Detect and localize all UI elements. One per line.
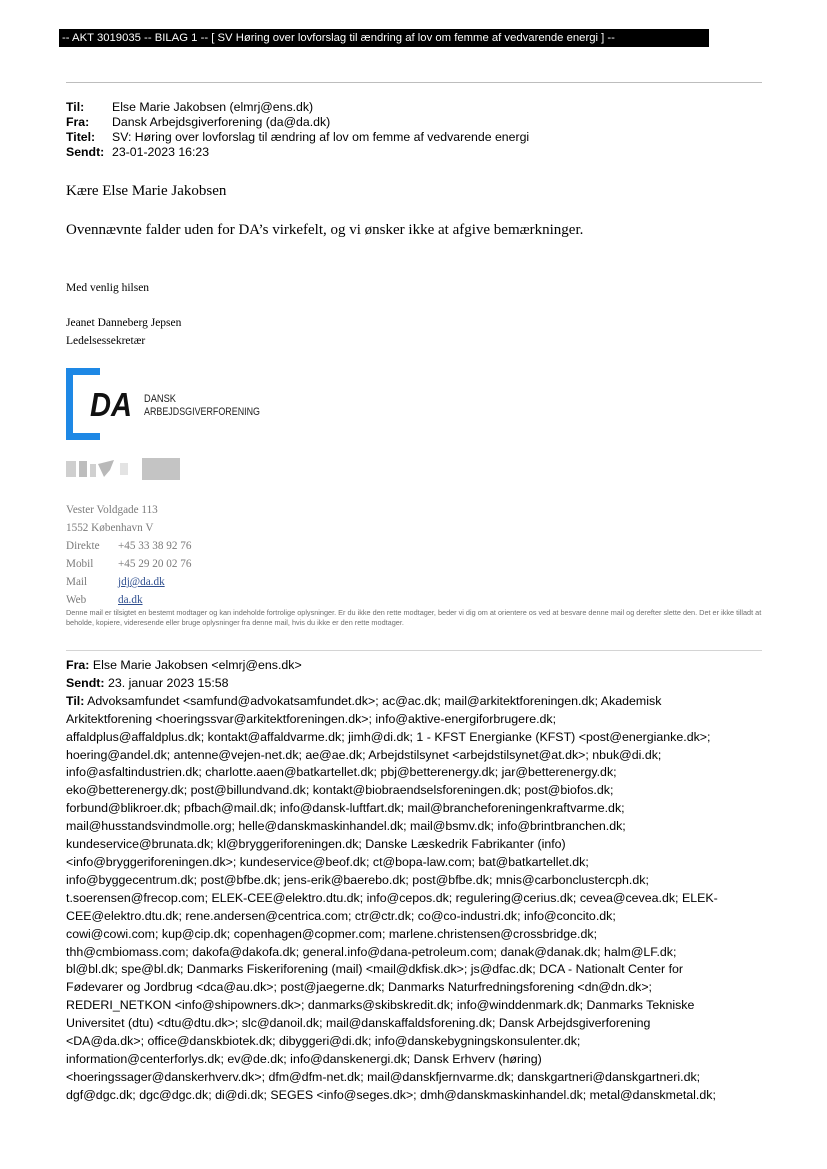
signer-title: Ledelsessekretær <box>66 335 146 347</box>
mail-label: Mail <box>66 576 88 588</box>
to-label: Til: <box>66 100 85 114</box>
title-label: Titel: <box>66 130 96 144</box>
header-divider <box>66 82 762 83</box>
web-link[interactable]: da.dk <box>118 594 143 606</box>
original-divider <box>66 650 762 651</box>
to-value: Else Marie Jakobsen (elmrj@ens.dk) <box>112 100 314 114</box>
city: 1552 København V <box>66 522 154 534</box>
logo-line1: DANSK <box>144 393 177 405</box>
da-logo <box>66 368 276 440</box>
header-title-row <box>66 130 529 145</box>
header-from-row <box>66 115 529 130</box>
orig-to-label: Til: <box>66 693 85 708</box>
sent-value: 23-01-2023 16:23 <box>112 145 210 159</box>
document-banner: -- AKT 3019035 -- BILAG 1 -- [ SV Høring over lovforslag til ændring af lov om femme af vedvarende energi ] -- <box>59 29 709 47</box>
social-icons[interactable] <box>66 458 181 480</box>
orig-from-label: Fra: <box>66 658 90 672</box>
orig-sent-value: 23. januar 2023 15:58 <box>108 675 229 690</box>
direkte-label: Direkte <box>66 540 100 552</box>
signer-name: Jeanet Danneberg Jepsen <box>66 317 182 329</box>
original-message <box>66 657 762 1105</box>
orig-sent-label: Sendt: <box>66 675 105 690</box>
disclaimer: Denne mail er tilsigtet en bestemt modtager og kan indeholde fortrolige oplysninger. Er du ikke den rette modtager, beder vi dig om at orientere os ved at besvare denne mail og derefter slette den. Det er ikke tilladt at beholde, kopiere, videresende eller bruge oplysninger fra denne mail, hvis du ikke er den rette modtager. <box>66 608 762 627</box>
direkte-phone: +45 33 38 92 76 <box>118 540 192 552</box>
orig-from-value: Else Marie Jakobsen <elmrj@ens.dk> <box>92 658 302 672</box>
logo-line2: ARBEJDSGIVERFORENING <box>144 406 260 418</box>
mail-link[interactable]: jdj@da.dk <box>118 576 165 588</box>
from-label: Fra: <box>66 115 90 129</box>
header-sent-row <box>66 145 529 160</box>
from-value: Dansk Arbejdsgiverforening (da@da.dk) <box>112 115 331 129</box>
email-header <box>66 100 529 160</box>
closing: Med venlig hilsen <box>66 282 150 294</box>
greeting: Kære Else Marie Jakobsen <box>66 183 227 199</box>
logo-mark: DA <box>90 386 132 423</box>
mobil-label: Mobil <box>66 558 94 570</box>
mobil-phone: +45 29 20 02 76 <box>118 558 192 570</box>
orig-to-first: Advoksamfundet <samfund@advokatsamfundet.dk>; ac@ac.dk; mail@arkitektforeningen.dk; Akademisk <box>87 693 662 708</box>
orig-recipient-list: Arkitektforening <hoeringssvar@arkitektforeningen.dk>; info@aktive-energiforbrugere.dk; affaldplus@affaldplus.dk; kontakt@affaldvarme.dk; jimh@di.dk; 1 - KFST Energianke (KFST) <post@energianke.dk>; hoering@andel.dk; antenne@vejen-net.dk; ae@ae.dk; Arbejdstilsynet <arbejdstilsynet@at.dk>; nbuk@di.dk; info@asfaltindustrien.dk; charlotte.aaen@batkartellet.dk; pbj@betterenergy.dk; jar@betterenergy.dk; eko@betterenergy.dk; post@billundvand.dk; kontakt@biobraendselsforeningen.dk; post@biofos.dk; forbund@blikroer.dk; pfbach@mail.dk; info@dansk-luftfart.dk; mail@brancheforeningenkraftvarme.dk; mail@husstandsvindmolle.org; helle@danskmaskinhandel.dk; mail@bsmv.dk; info@brintbranchen.dk; kundeservice@brunata.dk; kl@bryggeriforeningen.dk; Danske Læskedrik Fabrikanter (info) <info@bryggeriforeningen.dk>; kundeservice@beof.dk; ct@bopa-law.com; bat@batkartellet.dk; info@byggecentrum.dk; post@bfbe.dk; jens-erik@baerebo.dk; post@bfbe.dk; mnis@carbonclustercph.dk; t.soerensen@frecop.com; ELEK-CEE@elektro.dtu.dk; info@cepos.dk; regulering@cerius.dk; cevea@cevea.dk; ELEK- CEE@elektro.dtu.dk; rene.andersen@centrica.com; ctr@ctr.dk; co@co-industri.dk; info@concito.dk; cowi@cowi.com; kup@cip.dk; copenhagen@copmer.com; marlene.christensen@crossbridge.dk; thh@cmbiomass.com; dakofa@dakofa.dk; general.info@dana-petroleum.com; danak@danak.dk; halm@LF.dk; bl@bl.dk; spe@bl.dk; Danmarks Fiskeriforening (mail) <mail@dkfisk.dk>; js@dfac.dk; DCA - Nationalt Center for Fødevarer og Jordbrug <dca@au.dk>; post@jaegerne.dk; Danmarks Naturfredningsforening <dn@dn.dk>; REDERI_NETKON <info@shipowners.dk>; danmarks@skibskredit.dk; info@winddenmark.dk; Danmarks Tekniske Universitet (dtu) <dtu@dtu.dk>; slc@danoil.dk; mail@danskaffaldsforening.dk; Dansk Arbejdsgiverforening <DA@da.dk>; office@danskbiotek.dk; dibyggeri@di.dk; info@danskebygningskonsulenter.dk; information@centerforlys.dk; ev@de.dk; info@danskenergi.dk; Dansk Erhverv (høring) <hoeringssager@danskerhverv.dk>; dfm@dfm-net.dk; mail@danskfjernvarme.dk; danskgartneri@danskgartneri.dk; dgf@dgc.dk; dgc@dgc.dk; di@di.dk; SEGES <info@seges.dk>; dmh@danskmaskinhandel.dk; metal@danskmetal.dk; <box>66 711 718 1102</box>
header-to-row <box>66 100 529 115</box>
web-label: Web <box>66 594 87 606</box>
message-body: Ovennævnte falder uden for DA’s virkefelt, og vi ønsker ikke at afgive bemærkninger. <box>66 222 584 238</box>
title-value: SV: Høring over lovforslag til ændring af lov om femme af vedvarende energi <box>112 130 530 144</box>
street: Vester Voldgade 113 <box>66 504 158 516</box>
contact-block <box>66 501 191 609</box>
sent-label: Sendt: <box>66 145 105 159</box>
